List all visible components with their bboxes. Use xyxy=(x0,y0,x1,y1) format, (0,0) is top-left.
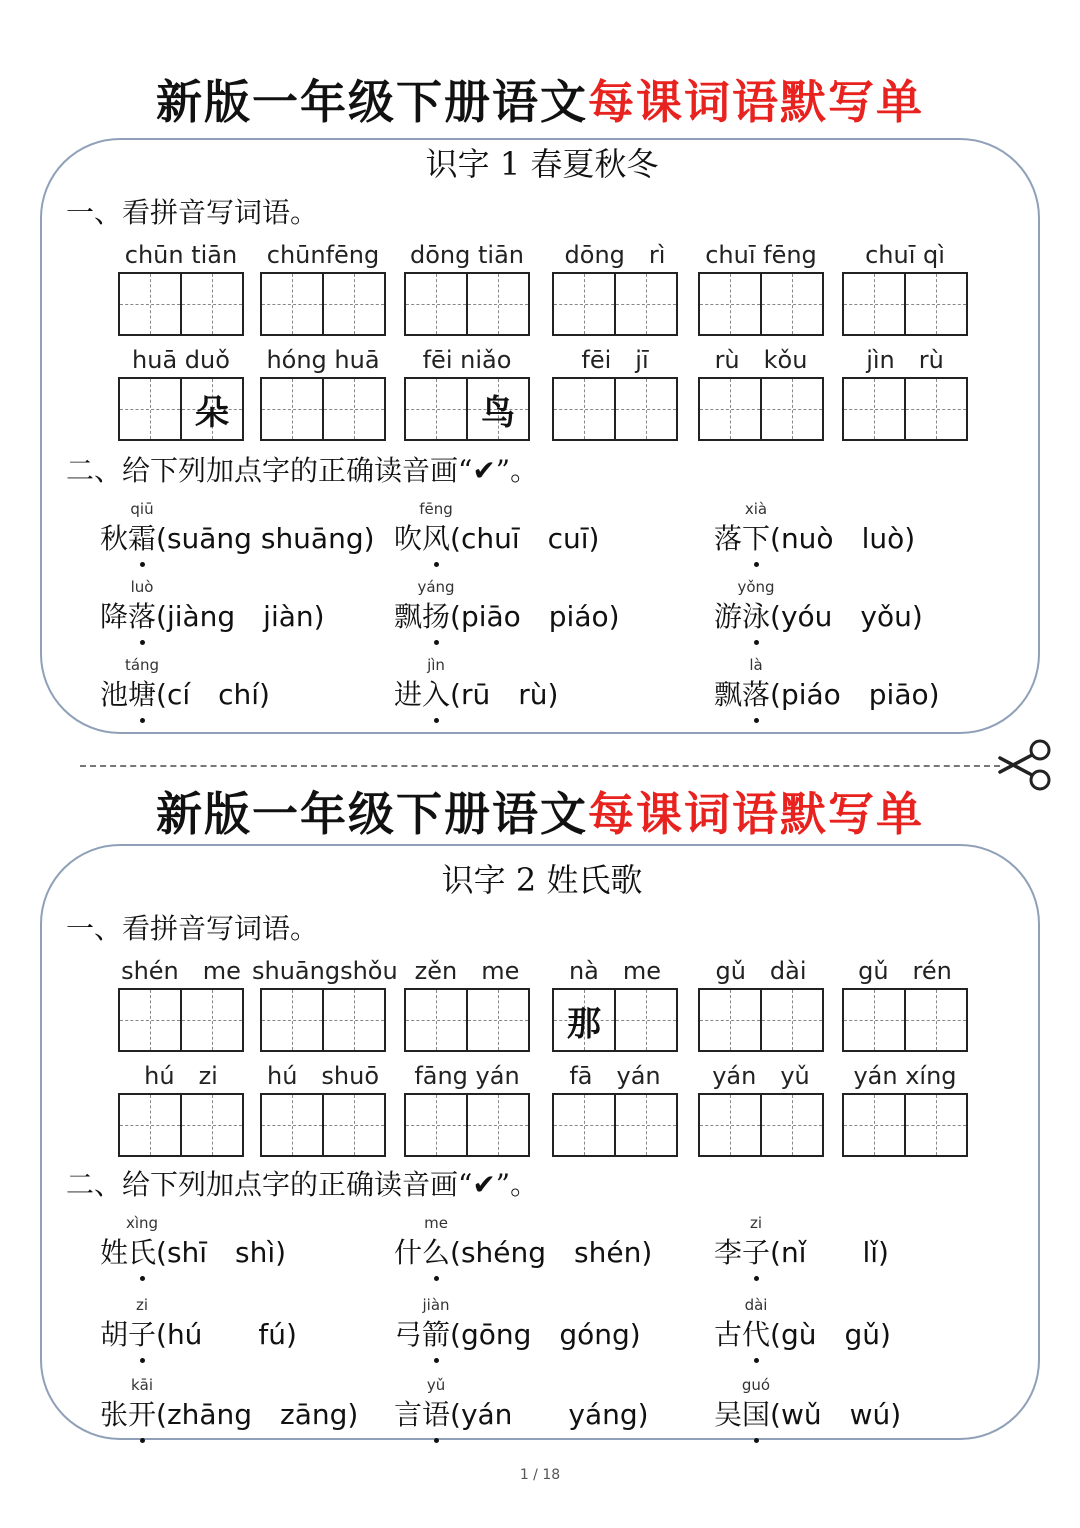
pinyin-label: shuāngshǒu xyxy=(252,957,398,985)
answer-options[interactable]: (piāo piáo) xyxy=(450,600,620,633)
tianzige-boxes xyxy=(260,988,386,1052)
writing-cell[interactable] xyxy=(466,1095,528,1155)
pinyin-hint: me xyxy=(424,1214,448,1232)
tianzige-boxes xyxy=(842,272,968,336)
page-title-1 xyxy=(0,74,1080,130)
pinyin-label: dōng rì xyxy=(564,241,666,269)
emphasis-dot xyxy=(434,718,439,723)
question-word: 飘落 xyxy=(714,678,771,711)
tianzige-boxes xyxy=(404,377,530,441)
lesson-title: 识字 2 姓氏歌 xyxy=(441,861,643,899)
question-word: 吹风 xyxy=(394,522,451,555)
question-word: 飘扬 xyxy=(394,600,451,633)
question-line xyxy=(394,1396,649,1434)
pronunciation-question xyxy=(100,1296,400,1376)
question-line xyxy=(100,676,270,714)
emphasis-dot xyxy=(140,1358,145,1363)
word-box xyxy=(552,956,678,1066)
writing-cell[interactable] xyxy=(700,990,760,1050)
pronunciation-question xyxy=(394,1214,694,1294)
word-box xyxy=(118,345,244,455)
pronunciation-question xyxy=(394,1296,694,1376)
pinyin-hint: dài xyxy=(744,1296,768,1314)
pronunciation-question xyxy=(714,1296,1014,1376)
answer-options[interactable]: (gù gǔ) xyxy=(770,1318,891,1351)
pinyin-label: hú zi xyxy=(144,1062,218,1090)
writing-cell[interactable] xyxy=(322,1095,384,1155)
answer-options[interactable]: (suāng shuāng) xyxy=(156,522,375,555)
word-box-row xyxy=(42,345,1042,455)
tianzige-boxes xyxy=(552,272,678,336)
writing-cell[interactable] xyxy=(180,274,242,334)
pinyin-hint: kāi xyxy=(130,1376,154,1394)
emphasis-dot xyxy=(434,1276,439,1281)
scissors-icon xyxy=(996,738,1054,792)
pinyin-hint: xià xyxy=(744,500,768,518)
pinyin-hint: fēng xyxy=(419,500,453,518)
tianzige-boxes xyxy=(118,1093,244,1157)
pronunciation-question xyxy=(714,1214,1014,1294)
pinyin-hint: luò xyxy=(130,578,154,596)
given-character: 那 xyxy=(567,1003,601,1044)
pinyin-label: dōng tiān xyxy=(410,241,524,269)
word-box xyxy=(404,240,530,350)
pinyin-label: hóng huā xyxy=(266,346,380,374)
pronunciation-question xyxy=(100,578,400,658)
worksheet-card-2 xyxy=(40,844,1040,1440)
question-line xyxy=(714,1396,901,1434)
word-box xyxy=(842,956,968,1066)
emphasis-dot xyxy=(140,718,145,723)
writing-cell[interactable] xyxy=(554,1095,614,1155)
writing-cell[interactable] xyxy=(904,990,966,1050)
writing-cell[interactable] xyxy=(844,1095,904,1155)
emphasis-dot xyxy=(140,1438,145,1443)
pronunciation-question xyxy=(714,578,1014,658)
writing-cell[interactable] xyxy=(406,1095,466,1155)
writing-cell[interactable] xyxy=(904,274,966,334)
writing-cell[interactable] xyxy=(614,990,676,1050)
pinyin-label: chuī fēng xyxy=(705,241,817,269)
section-heading-pronunciation: 二、给下列加点字的正确读音画“✔”。 xyxy=(66,454,539,487)
pinyin-label: yán xíng xyxy=(853,1062,957,1090)
pinyin-label: fāng yán xyxy=(414,1062,520,1090)
question-word: 降落 xyxy=(100,600,157,633)
writing-cell[interactable] xyxy=(120,1095,180,1155)
emphasis-dot xyxy=(140,562,145,567)
pinyin-label: huā duǒ xyxy=(132,346,230,374)
question-word: 游泳 xyxy=(714,600,771,633)
pinyin-label: jìn rù xyxy=(866,346,944,374)
tianzige-boxes xyxy=(552,988,678,1052)
question-line xyxy=(100,598,325,636)
writing-cell[interactable] xyxy=(844,379,904,439)
tianzige-boxes xyxy=(118,377,244,441)
writing-cell[interactable] xyxy=(760,1095,822,1155)
emphasis-dot xyxy=(434,562,439,567)
tianzige-boxes xyxy=(698,272,824,336)
word-box xyxy=(118,240,244,350)
writing-cell[interactable] xyxy=(700,379,760,439)
pronunciation-question xyxy=(714,1376,1014,1456)
tianzige-boxes xyxy=(260,272,386,336)
section-heading-write-words: 一、看拼音写词语。 xyxy=(66,912,319,945)
writing-cell[interactable] xyxy=(406,274,466,334)
pinyin-label: hú shuō xyxy=(266,1062,380,1090)
writing-cell[interactable] xyxy=(322,274,384,334)
answer-options[interactable]: (jiàng jiàn) xyxy=(156,600,325,633)
writing-cell[interactable] xyxy=(180,990,242,1050)
question-word: 言语 xyxy=(394,1398,451,1431)
writing-cell[interactable] xyxy=(614,379,676,439)
pinyin-hint: táng xyxy=(124,656,160,674)
writing-cell[interactable] xyxy=(120,990,180,1050)
given-character: 鸟 xyxy=(481,392,515,433)
tianzige-boxes xyxy=(698,377,824,441)
pronunciation-question xyxy=(394,578,694,658)
question-word: 胡子 xyxy=(100,1318,157,1351)
page-number: 1 / 18 xyxy=(519,1467,561,1483)
pinyin-label: nà me xyxy=(568,957,662,985)
writing-cell[interactable] xyxy=(554,379,614,439)
answer-options[interactable]: (shéng shén) xyxy=(450,1236,653,1269)
question-word: 秋霜 xyxy=(100,522,157,555)
word-box xyxy=(698,240,824,350)
pinyin-hint: jìn xyxy=(427,656,445,674)
writing-cell[interactable] xyxy=(904,1095,966,1155)
question-line xyxy=(714,1234,889,1272)
worksheet-card-1 xyxy=(40,138,1040,734)
pinyin-hint: jiàn xyxy=(422,1296,450,1314)
writing-cell[interactable] xyxy=(466,274,528,334)
tianzige-boxes xyxy=(118,988,244,1052)
pinyin-hint: yáng xyxy=(417,578,455,596)
question-word: 落下 xyxy=(714,522,771,555)
word-box xyxy=(842,240,968,350)
writing-cell[interactable] xyxy=(322,990,384,1050)
pronunciation-question xyxy=(714,500,1014,580)
writing-cell[interactable] xyxy=(180,379,242,439)
emphasis-dot xyxy=(434,640,439,645)
emphasis-dot xyxy=(754,1358,759,1363)
question-line xyxy=(394,1234,652,1272)
pinyin-hint: guó xyxy=(741,1376,771,1394)
emphasis-dot xyxy=(754,1276,759,1281)
answer-options[interactable]: (shī shì) xyxy=(156,1236,287,1269)
emphasis-dot xyxy=(754,640,759,645)
question-word: 李子 xyxy=(714,1236,771,1269)
emphasis-dot xyxy=(754,718,759,723)
pronunciation-question xyxy=(100,1214,400,1294)
word-box xyxy=(260,345,386,455)
writing-cell[interactable] xyxy=(614,1095,676,1155)
title-highlight: 每课词语默写单 xyxy=(588,787,924,841)
word-box xyxy=(252,956,398,1066)
pinyin-hint: yǒng xyxy=(737,578,775,596)
word-box xyxy=(698,345,824,455)
question-word: 弓箭 xyxy=(394,1318,451,1351)
writing-cell[interactable] xyxy=(180,1095,242,1155)
writing-cell[interactable] xyxy=(120,274,180,334)
writing-cell[interactable] xyxy=(466,379,528,439)
word-box xyxy=(698,956,824,1066)
tianzige-boxes xyxy=(260,1093,386,1157)
pronunciation-question xyxy=(394,1376,694,1456)
emphasis-dot xyxy=(754,562,759,567)
writing-cell[interactable] xyxy=(262,379,322,439)
emphasis-dot xyxy=(140,1276,145,1281)
pronunciation-question xyxy=(394,500,694,580)
emphasis-dot xyxy=(434,1438,439,1443)
answer-options[interactable]: (piáo piāo) xyxy=(770,678,940,711)
writing-cell[interactable] xyxy=(760,274,822,334)
word-box xyxy=(404,345,530,455)
cut-line xyxy=(80,765,1000,767)
word-box xyxy=(552,1061,678,1171)
pinyin-label: fēi jī xyxy=(581,346,649,374)
writing-cell[interactable] xyxy=(262,1095,322,1155)
question-line xyxy=(714,598,923,636)
word-box xyxy=(404,1061,530,1171)
section-heading-write-words: 一、看拼音写词语。 xyxy=(66,196,319,229)
pronunciation-question xyxy=(394,656,694,736)
writing-cell[interactable] xyxy=(466,990,528,1050)
tianzige-boxes xyxy=(118,272,244,336)
answer-options[interactable]: (wǔ wú) xyxy=(770,1398,902,1431)
pronunciation-question xyxy=(100,1376,400,1456)
lesson-title: 识字 1 春夏秋冬 xyxy=(425,145,659,183)
question-line xyxy=(100,520,375,558)
tianzige-boxes xyxy=(404,988,530,1052)
question-word: 姓氏 xyxy=(100,1236,157,1269)
question-line xyxy=(394,520,599,558)
emphasis-dot xyxy=(434,1358,439,1363)
title-highlight: 每课词语默写单 xyxy=(588,75,924,129)
word-box-row xyxy=(42,956,1042,1066)
answer-options[interactable]: (chuī cuī) xyxy=(450,522,600,555)
pinyin-label: yán yǔ xyxy=(712,1062,810,1090)
tianzige-boxes xyxy=(842,1093,968,1157)
title-main: 新版一年级下册语文 xyxy=(156,75,588,129)
pinyin-label: zěn me xyxy=(414,957,520,985)
word-box xyxy=(842,1061,968,1171)
writing-cell[interactable] xyxy=(614,274,676,334)
question-line xyxy=(100,1396,358,1434)
answer-options[interactable]: (nǐ lǐ) xyxy=(770,1236,889,1269)
question-word: 吴国 xyxy=(714,1398,771,1431)
question-line xyxy=(714,1316,891,1354)
pinyin-label: fēi niǎo xyxy=(422,346,512,374)
tianzige-boxes xyxy=(552,1093,678,1157)
question-line xyxy=(394,598,620,636)
question-word: 池塘 xyxy=(100,678,157,711)
tianzige-boxes xyxy=(842,988,968,1052)
pinyin-hint: xìng xyxy=(125,1214,159,1232)
pinyin-label: gǔ rén xyxy=(858,957,952,985)
writing-cell[interactable] xyxy=(262,990,322,1050)
writing-cell[interactable] xyxy=(904,379,966,439)
word-box-row xyxy=(42,240,1042,350)
pinyin-label: chūnfēng xyxy=(266,241,380,269)
word-box xyxy=(552,345,678,455)
pinyin-label: gǔ dài xyxy=(715,957,807,985)
question-line xyxy=(714,676,940,714)
writing-cell[interactable] xyxy=(554,990,614,1050)
question-line xyxy=(100,1316,297,1354)
question-word: 什么 xyxy=(394,1236,451,1269)
pinyin-label: chuī qì xyxy=(865,241,945,269)
word-box xyxy=(260,240,386,350)
writing-cell[interactable] xyxy=(844,990,904,1050)
writing-cell[interactable] xyxy=(262,274,322,334)
question-line xyxy=(394,676,558,714)
pronunciation-question xyxy=(714,656,1014,736)
tianzige-boxes xyxy=(404,1093,530,1157)
writing-cell[interactable] xyxy=(120,379,180,439)
writing-cell[interactable] xyxy=(844,274,904,334)
emphasis-dot xyxy=(140,640,145,645)
given-character: 朵 xyxy=(195,392,229,433)
word-box xyxy=(260,1061,386,1171)
pinyin-hint: yǔ xyxy=(426,1376,446,1394)
question-line xyxy=(714,520,915,558)
writing-cell[interactable] xyxy=(760,990,822,1050)
word-box xyxy=(842,345,968,455)
title-main: 新版一年级下册语文 xyxy=(156,787,588,841)
page-title-2 xyxy=(0,786,1080,842)
tianzige-boxes xyxy=(260,377,386,441)
answer-options[interactable]: (nuò luò) xyxy=(770,522,916,555)
word-box xyxy=(118,956,244,1066)
question-word: 张开 xyxy=(100,1398,157,1431)
question-word: 古代 xyxy=(714,1318,771,1351)
answer-options[interactable]: (yán yáng) xyxy=(450,1398,649,1431)
word-box xyxy=(404,956,530,1066)
word-box xyxy=(552,240,678,350)
writing-cell[interactable] xyxy=(322,379,384,439)
answer-options[interactable]: (rū rù) xyxy=(450,678,559,711)
pinyin-label: chūn tiān xyxy=(124,241,238,269)
writing-cell[interactable] xyxy=(554,274,614,334)
answer-options[interactable]: (yóu yǒu) xyxy=(770,600,923,633)
tianzige-boxes xyxy=(698,1093,824,1157)
pinyin-label: rù kǒu xyxy=(714,346,808,374)
tianzige-boxes xyxy=(404,272,530,336)
section-heading-pronunciation: 二、给下列加点字的正确读音画“✔”。 xyxy=(66,1168,539,1201)
pronunciation-question xyxy=(100,500,400,580)
pinyin-hint: zi xyxy=(135,1296,149,1314)
word-box xyxy=(118,1061,244,1171)
answer-options[interactable]: (cí chí) xyxy=(156,678,270,711)
word-box xyxy=(698,1061,824,1171)
tianzige-boxes xyxy=(698,988,824,1052)
pinyin-hint: là xyxy=(749,656,763,674)
pinyin-label: fā yán xyxy=(569,1062,661,1090)
tianzige-boxes xyxy=(552,377,678,441)
writing-cell[interactable] xyxy=(700,274,760,334)
pinyin-hint: qiū xyxy=(130,500,154,518)
pronunciation-question xyxy=(100,656,400,736)
question-line xyxy=(394,1316,641,1354)
pinyin-hint: zi xyxy=(749,1214,763,1232)
question-line xyxy=(100,1234,286,1272)
writing-cell[interactable] xyxy=(406,990,466,1050)
pinyin-label: shén me xyxy=(121,957,241,985)
writing-cell[interactable] xyxy=(760,379,822,439)
answer-options[interactable]: (hú fú) xyxy=(156,1318,297,1351)
answer-options[interactable]: (gōng góng) xyxy=(450,1318,641,1351)
emphasis-dot xyxy=(754,1438,759,1443)
writing-cell[interactable] xyxy=(700,1095,760,1155)
tianzige-boxes xyxy=(842,377,968,441)
answer-options[interactable]: (zhāng zāng) xyxy=(156,1398,359,1431)
question-word: 进入 xyxy=(394,678,451,711)
word-box-row xyxy=(42,1061,1042,1171)
writing-cell[interactable] xyxy=(406,379,466,439)
